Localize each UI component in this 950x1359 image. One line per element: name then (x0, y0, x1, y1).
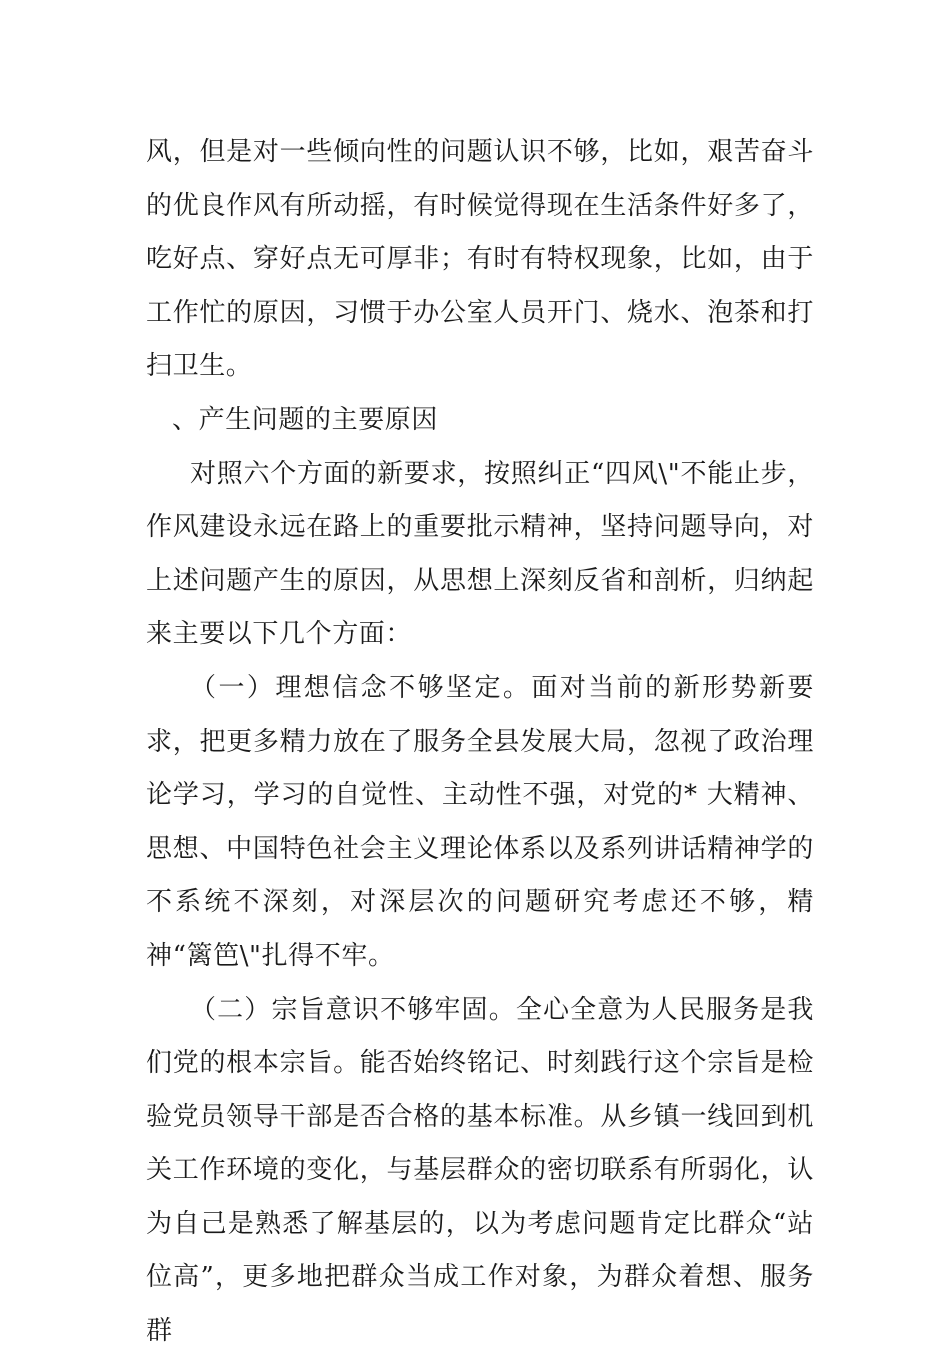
paragraph-point-2: （二）宗旨意识不够牢固。全心全意为人民服务是我们党的根本宗旨。能否始终铭记、时刻践行这个宗旨是检验党员领导干部是否合格的基本标准。从乡镇一线回到机关工作环境的变化，与基层群众的密切联系有所弱化，认为自己是熟悉了解基层的，以为考虑问题肯定比群众“站位高”，更多地把群众当成工作对象，为群众着想、服务群 (146, 994, 814, 1347)
section-heading: 、产生问题的主要原因 (172, 404, 439, 435)
document-body (146, 126, 814, 1359)
paragraph-continued: 风，但是对一些倾向性的问题认识不够，比如，艰苦奋斗的优良作风有所动摇，有时候觉得现在生活条件好多了，吃好点、穿好点无可厚非；有时有特权现象，比如，由于工作忙的原因，习惯于办公室人员开门、烧水、泡茶和打扫卫生。 (146, 137, 814, 382)
paragraph-point-1: （一）理想信念不够坚定。面对当前的新形势新要求，把更多精力放在了服务全县发展大局，忽视了政治理论学习，学习的自觉性、主动性不强，对党的* 大精神、思想、中国特色社会主义理论体系以及系列讲话精神学的不系统不深刻，对深层次的问题研究考虑还不够，精神“篱笆\"扎得不牢。 (146, 672, 814, 971)
paragraph-intro: 对照六个方面的新要求，按照纠正“四风\"不能止步，作风建设永远在路上的重要批示精神，坚持问题导向，对上述问题产生的原因，从思想上深刻反省和剖析，归纳起来主要以下几个方面： (146, 458, 814, 650)
